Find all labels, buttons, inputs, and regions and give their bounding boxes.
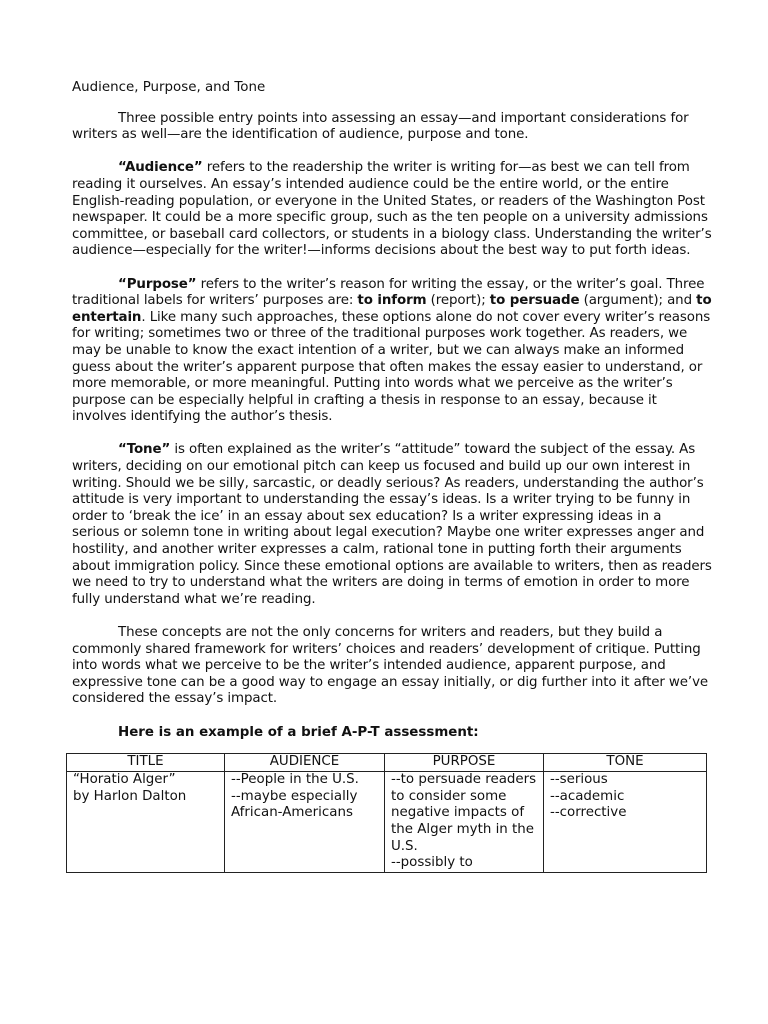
purpose-inform: to inform — [357, 293, 427, 309]
tone-line: --corrective — [550, 805, 627, 821]
tone-term: “Tone” — [118, 442, 171, 458]
audience-paragraph — [72, 160, 712, 260]
audience-term: “Audience” — [118, 160, 203, 176]
tone-line: --serious — [550, 772, 608, 788]
tone-text: is often explained as the writer’s “attitude” toward the subject of the essay. As writers, deciding on our emotional pitch can keep us focused and build up our own interest in writing. Should we be silly, sarcastic, or deadly serious? As readers, understanding the author’s attitude is very important to understanding the essay’s ideas. Is a writer trying to be funny in order to ‘break the ice’ in an essay about sex education? Is a writer expressing ideas in a serious or solemn tone in writing about legal execution? Maybe one writer expresses anger and hostility, and another writer expresses a calm, rational tone in putting forth their arguments about immigration policy. Since these emotional options are available to writers, then as readers we need to try to understand what the writers are doing in terms of emotion in order to more fully understand what we’re reading. — [72, 442, 712, 607]
table-cell-audience — [225, 772, 385, 873]
audience-text: refers to the readership the writer is writing for—as best we can tell from reading it ourselves. An essay’s intended audience could be the entire world, or the entire English-reading population, or everyone in the United States, or readers of the Washington Post newspaper. It could be a more specific group, such as the ten people on a university admissions committee, or baseball card collectors, or students in a biology class. Understanding the writer’s audience—especially for the writer!—informs decisions about the best way to put forth ideas. — [72, 160, 712, 259]
table-cell-tone — [544, 772, 707, 873]
purpose-persuade: to persuade — [489, 293, 580, 309]
example-label: Here is an example of a brief A-P-T assessment: — [118, 724, 479, 740]
purpose-text-c: (argument); and — [579, 293, 697, 309]
purpose-text-b: (report); — [426, 293, 490, 309]
closing-paragraph: These concepts are not the only concerns for writers and readers, but they build a commonly shared framework for writers’ choices and readers’ development of critique. Putting into words what we perceive to be the writer’s intended audience, apparent purpose, and expressive tone can be a good way to engage an essay initially, or dig further into it after we’ve considered the essay’s impact. — [72, 625, 709, 707]
table-cell-title — [67, 772, 225, 873]
table-header-purpose: PURPOSE — [385, 754, 544, 772]
table-row — [67, 772, 707, 873]
purpose-line: --possibly to — [391, 855, 473, 871]
purpose-term: “Purpose” — [118, 276, 197, 292]
tone-paragraph — [72, 442, 712, 608]
table-header-title: TITLE — [67, 754, 225, 772]
purpose-text-a: refers to the writer’s reason for writing the essay, or the writer’s goal. Three traditional labels for writers’ purposes are: — [72, 276, 705, 309]
table-header-tone: TONE — [544, 754, 707, 772]
document-title: Audience, Purpose, and Tone — [72, 80, 266, 95]
table-cell-purpose — [385, 772, 544, 873]
document-page — [72, 80, 712, 873]
title-line: by Harlon Dalton — [73, 788, 187, 804]
purpose-text-d: . Like many such approaches, these options alone do not cover every writer’s reasons for writing; sometimes two or three of the traditional purposes work together. As readers, we may be unable to know the exact intention of a writer, but we can always make an informed guess about the writer’s apparent purpose that often makes the essay easier to understand, or more memorable, or more meaningful. Putting into words what we perceive as the writer’s purpose can be especially helpful in crafting a thesis in response to an essay, because it involves identifying the author’s thesis. — [72, 309, 711, 425]
purpose-entertain: to entertain — [72, 293, 712, 325]
purpose-paragraph — [72, 277, 712, 426]
table-header-row — [67, 754, 707, 772]
tone-line: --academic — [550, 788, 625, 804]
apt-table — [66, 753, 707, 873]
table-header-audience: AUDIENCE — [225, 754, 385, 772]
intro-paragraph: Three possible entry points into assessing an essay—and important considerations for writers as well—are the identification of audience, purpose and tone. — [72, 110, 689, 143]
audience-line: --People in the U.S. — [231, 772, 359, 788]
purpose-line: --to persuade readers to consider some negative impacts of the Alger myth in the U.S. — [391, 772, 537, 854]
title-line: “Horatio Alger” — [73, 772, 176, 788]
audience-line: --maybe especially African-Americans — [231, 788, 358, 821]
